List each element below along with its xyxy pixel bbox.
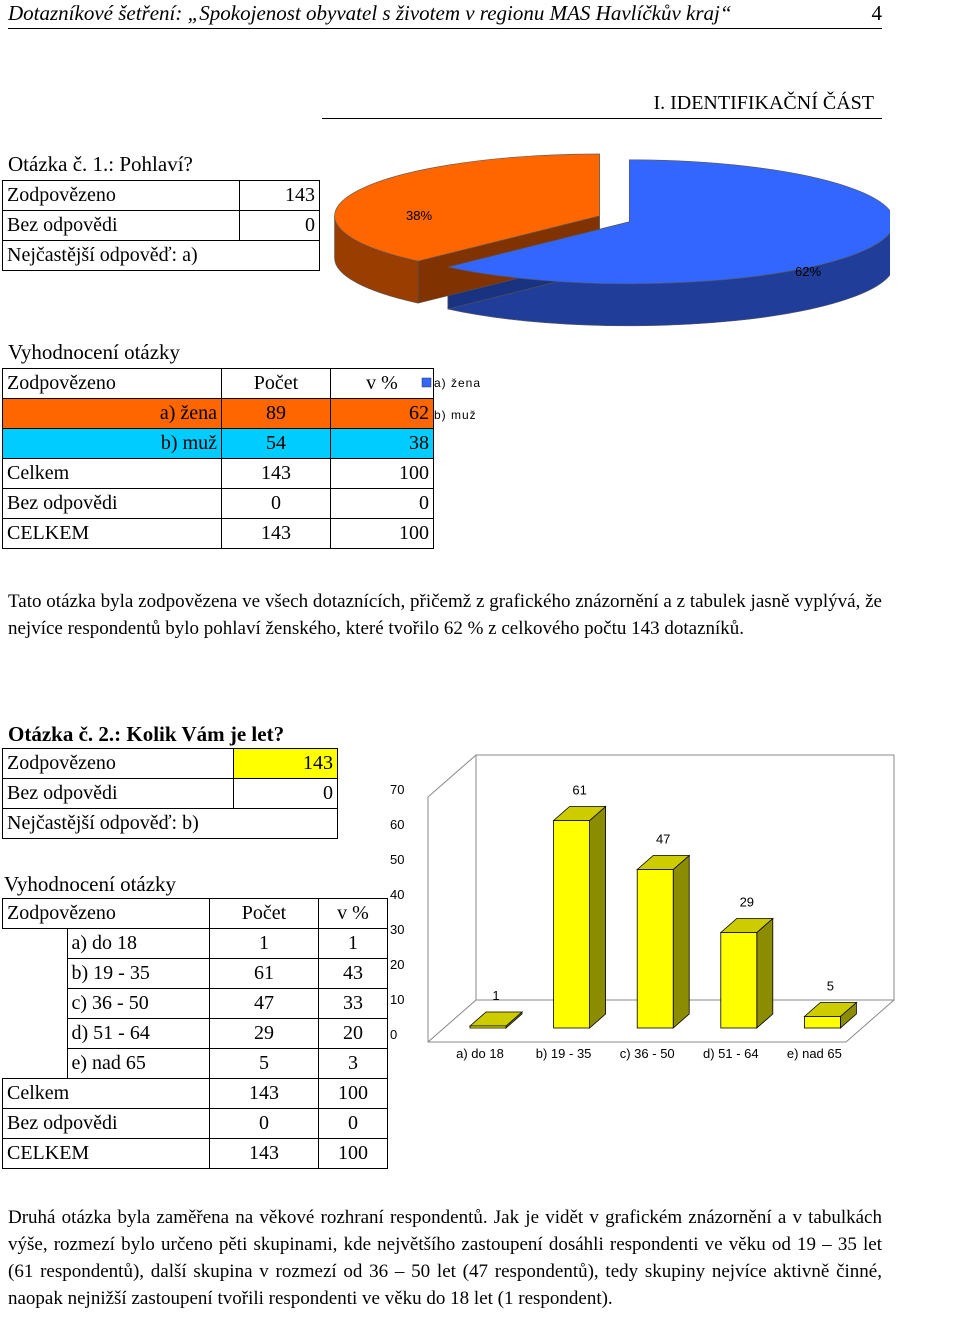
q2-bar-chart	[388, 752, 900, 1082]
total-label: Bez odpovědi	[3, 1109, 210, 1139]
total-label: Celkem	[3, 459, 222, 489]
summary-label: Nejčastější odpověď: b)	[3, 809, 338, 839]
total-pct: 100	[319, 1079, 388, 1109]
y-tick-label: 40	[390, 887, 405, 902]
table-row	[3, 489, 434, 519]
summary-label: Bez odpovědi	[3, 779, 234, 809]
total-count: 0	[210, 1109, 319, 1139]
x-tick-label: d) 51 - 64	[702, 1046, 759, 1061]
total-pct: 100	[331, 519, 434, 549]
option-count: 54	[222, 429, 331, 459]
table-row	[3, 211, 320, 241]
option-pct: 43	[319, 959, 388, 989]
total-count: 143	[210, 1139, 319, 1169]
header-cell: Počet	[210, 899, 319, 929]
bar-3	[637, 856, 689, 1029]
option-count: 1	[210, 929, 319, 959]
x-tick-label: e) nad 65	[786, 1046, 842, 1061]
total-pct: 100	[319, 1139, 388, 1169]
q2-summary-table	[2, 748, 338, 839]
header-title: Dotazníkové šetření: „Spokojenost obyvatel s životem v regionu MAS Havlíčkův kraj“	[8, 1, 732, 25]
x-tick-label: b) 19 - 35	[535, 1046, 592, 1061]
table-row	[3, 749, 338, 779]
summary-value: 0	[240, 211, 320, 241]
table-row	[3, 519, 434, 549]
summary-label: Zodpovězeno	[3, 749, 234, 779]
option-label: c) 36 - 50	[67, 989, 210, 1019]
option-count: 61	[210, 959, 319, 989]
total-pct: 0	[319, 1109, 388, 1139]
indent-cell	[3, 959, 68, 989]
table-row	[3, 429, 434, 459]
bar-side	[590, 807, 606, 1029]
bar-front	[470, 1026, 506, 1028]
bar-side	[757, 919, 773, 1029]
total-label: CELKEM	[3, 519, 222, 549]
summary-label: Zodpovězeno	[3, 181, 240, 211]
y-tick-label: 10	[390, 992, 405, 1007]
y-tick-label: 60	[390, 817, 405, 832]
option-count: 47	[210, 989, 319, 1019]
legend-label: b) muž	[434, 408, 477, 422]
summary-value: 143	[240, 181, 320, 211]
q1-summary-table	[2, 180, 320, 271]
y-tick-label: 20	[390, 957, 405, 972]
option-label: a) do 18	[67, 929, 210, 959]
table-row	[3, 1019, 388, 1049]
indent-cell	[3, 929, 68, 959]
y-tick-label: 30	[390, 922, 405, 937]
header-cell: Počet	[222, 369, 331, 399]
page-number: 4	[871, 1, 882, 25]
total-count: 0	[222, 489, 331, 519]
option-count: 89	[222, 399, 331, 429]
bar-1	[470, 1012, 522, 1028]
option-pct: 38	[331, 429, 434, 459]
q2-title: Otázka č. 2.: Kolik Vám je let?	[8, 722, 285, 746]
indent-cell	[3, 1019, 68, 1049]
y-tick-label: 70	[390, 782, 405, 797]
bar-value-label: 47	[655, 831, 671, 847]
table-row	[3, 459, 434, 489]
option-label: e) nad 65	[67, 1049, 210, 1079]
header-cell: v %	[319, 899, 388, 929]
bar-front	[721, 933, 757, 1029]
summary-label: Nejčastější odpověď: a)	[3, 241, 320, 271]
bar-value-label: 61	[572, 782, 587, 798]
x-tick-label: a) do 18	[456, 1046, 504, 1061]
q2-paragraph: Druhá otázka byla zaměřena na věkové rozhraní respondentů. Jak je vidět v grafickém znázornění a v tabulkách výše, rozmezí bylo určeno pěti skupinami, kde největšího zastoupení dosáhli respondenti ve věku od 19 – 35 let (61 respondentů), další skupina v rozmezí od 36 – 50 let (47 respondentů), tedy skupiny nejvíce aktivně činné, naopak nejnižší zastoupení tvořili respondenti ve věku do 18 let (1 respondent).	[8, 1207, 882, 1309]
x-tick-label: c) 36 - 50	[619, 1046, 675, 1061]
page-header	[8, 0, 882, 29]
table-row	[3, 809, 338, 839]
table-row	[3, 1139, 388, 1169]
table-row	[3, 899, 388, 929]
total-count: 143	[222, 459, 331, 489]
table-row	[3, 779, 338, 809]
table-row	[3, 1049, 388, 1079]
pie-value-label: 38%	[406, 208, 433, 223]
table-row	[3, 1079, 388, 1109]
table-row	[3, 369, 434, 399]
total-label: CELKEM	[3, 1139, 210, 1169]
table-row	[3, 241, 320, 271]
header-cell: v %	[331, 369, 434, 399]
q1-eval-title: Vyhodnocení otázky	[8, 340, 181, 364]
indent-cell	[3, 1049, 68, 1079]
bar-side	[673, 856, 689, 1029]
header-cell: Zodpovězeno	[3, 899, 210, 929]
section-title: I. IDENTIFIKAČNÍ ČÁST	[653, 92, 874, 114]
total-pct: 0	[331, 489, 434, 519]
total-pct: 100	[331, 459, 434, 489]
option-label: d) 51 - 64	[67, 1019, 210, 1049]
pie-value-label: 62%	[795, 264, 822, 279]
bar-2	[554, 807, 606, 1029]
q2-eval-title: Vyhodnocení otázky	[4, 872, 177, 896]
option-count: 5	[210, 1049, 319, 1079]
option-pct: 20	[319, 1019, 388, 1049]
option-label: b) muž	[3, 429, 222, 459]
bar-front	[554, 821, 590, 1029]
option-pct: 62	[331, 399, 434, 429]
table-row	[3, 989, 388, 1019]
option-label: a) žena	[3, 399, 222, 429]
option-count: 29	[210, 1019, 319, 1049]
summary-label: Bez odpovědi	[3, 211, 240, 241]
table-row	[3, 959, 388, 989]
q1-title: Otázka č. 1.: Pohlaví?	[8, 152, 193, 176]
option-pct: 33	[319, 989, 388, 1019]
header-cell: Zodpovězeno	[3, 369, 222, 399]
total-count: 143	[210, 1079, 319, 1109]
total-label: Bez odpovědi	[3, 489, 222, 519]
option-pct: 1	[319, 929, 388, 959]
summary-value: 143	[234, 749, 338, 779]
bar-front	[804, 1017, 840, 1029]
total-count: 143	[222, 519, 331, 549]
legend-label: a) žena	[434, 376, 482, 390]
chart-frame	[428, 1000, 476, 1042]
option-pct: 3	[319, 1049, 388, 1079]
table-row	[3, 181, 320, 211]
table-row	[3, 1109, 388, 1139]
q2-eval-table	[2, 898, 388, 1169]
q1-eval-table	[2, 368, 434, 549]
bar-value-label: 5	[826, 978, 835, 994]
bar-front	[637, 870, 673, 1029]
summary-value: 0	[234, 779, 338, 809]
section-divider	[322, 118, 882, 119]
y-tick-label: 50	[390, 852, 405, 867]
bar-value-label: 29	[739, 894, 755, 910]
bar-top	[470, 1012, 522, 1026]
option-label: b) 19 - 35	[67, 959, 210, 989]
total-label: Celkem	[3, 1079, 210, 1109]
table-row	[3, 399, 434, 429]
q1-paragraph: Tato otázka byla zodpovězena ve všech dotaznících, přičemž z grafického znázornění a z tabulek jasně vyplývá, že nejvíce respondentů bylo pohlaví ženského, které tvořilo 62 % z celkového počtu 143 dotazníků.	[8, 591, 882, 639]
bar-5	[804, 1003, 856, 1029]
bar-value-label: 1	[492, 988, 500, 1003]
indent-cell	[3, 989, 68, 1019]
y-tick-label: 0	[390, 1027, 398, 1042]
table-row	[3, 929, 388, 959]
bar-4	[721, 919, 773, 1029]
